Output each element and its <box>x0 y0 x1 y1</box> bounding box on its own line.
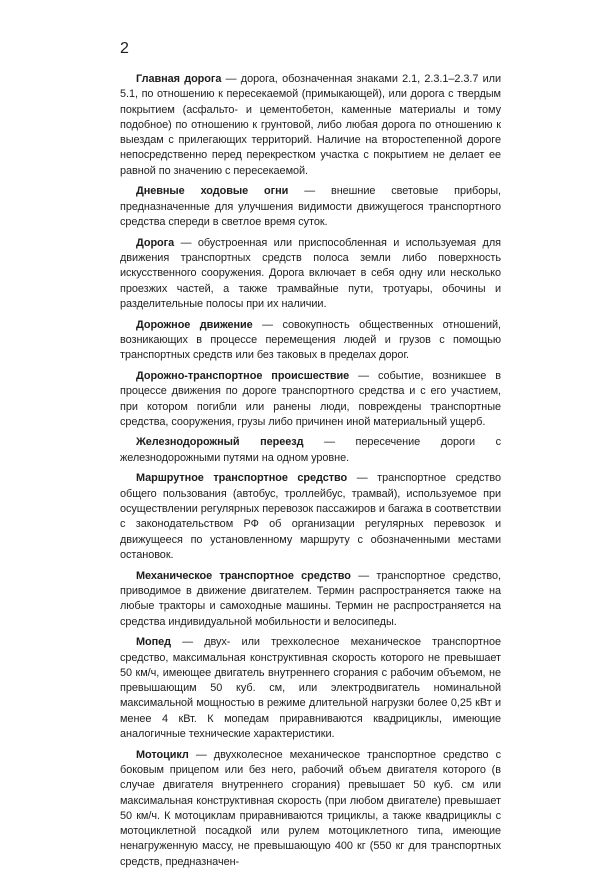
definition-text: — транспортное средство, приводимое в движение двигателем. Термин распространяется также на любые тракторы и самоходные машины. Термин не распространяется на средства индивидуальной мобильности и велосипеды. <box>120 569 502 628</box>
page-number: 2 <box>120 40 129 57</box>
definition-term: Дневные ходовые огни <box>136 185 289 198</box>
definition-text: — внешние световые приборы, предназначенные для улучшения видимости движущегося транспортного средства спереди в светлое время суток. <box>120 185 502 229</box>
definition-text: — событие, возникшее в процессе движения по дороге транспортного средства и с его участием, при котором погибли или ранены люди, повреждены транспортные средства, сооружения, грузы либо причинен иной материальный ущерб. <box>120 369 501 428</box>
definition-entry <box>120 569 501 630</box>
definition-entry <box>120 72 501 179</box>
definition-term: Дорожно-транспортное происшествие <box>136 369 350 382</box>
definition-term: Механическое транспортное средство <box>136 569 351 582</box>
definitions-list <box>120 72 501 875</box>
definition-entry <box>120 318 501 364</box>
definition-text: — обустроенная или приспособленная и используемая для движения транспортных средств полоса земли либо поверхность искусственного сооружения. Дорога включает в себя одну или несколько проезжих частей, а также трамвайные пути, тротуары, обочины и разделительные полосы при их наличии. <box>120 236 501 310</box>
definition-term: Главная дорога <box>136 73 222 85</box>
definition-entry <box>120 471 501 563</box>
definition-text: — дорога, обозначенная знаками 2.1, 2.3.1–2.3.7 или 5.1, по отношению к пересекаемой (примыкающей), или дорога с твердым покрытием (асфальто- и цементобетон, каменные материалы и тому подобное) по отношению к грунтовой, либо любая дорога по отношению к выездам с прилегающих территорий. Наличие на второстепенной дороге непосредственно перед перекрестком участка с покрытием не делает ее равной по значению с пересекаемой. <box>120 73 501 177</box>
definition-entry <box>120 184 501 230</box>
definition-entry <box>120 369 501 430</box>
definition-entry <box>120 435 501 466</box>
definition-term: Дорожное движение <box>136 318 253 331</box>
definition-text: — двух- или трехколесное механическое транспортное средство, максимальная конструктивная скорость которого не превышает 50 км/ч, имеющее двигатель внутреннего сгорания с рабочим объемом, не превышающим 50 куб. см, или электродвигатель номинальной максимальной мощностью в режиме длительной нагрузки более 0,25 кВт и менее 4 кВт. К мопедам приравниваются квадрициклы, имеющие аналогичные технические характеристики. <box>120 636 501 740</box>
definition-term: Железнодорожный переезд <box>136 436 304 449</box>
definition-term: Дорога <box>136 236 175 249</box>
definition-entry <box>120 236 501 312</box>
definition-term: Маршрутное транспортное средство <box>136 472 348 485</box>
definition-term: Мопед <box>136 636 172 649</box>
definition-text: — совокупность общественных отношений, возникающих в процессе перемещения людей и грузов с помощью транспортных средств или без таковых в пределах дорог. <box>120 318 501 362</box>
definition-text: — транспортное средство общего пользования (автобус, троллейбус, трамвай), используемое при осуществлении регулярных перевозок пассажиров и багажа в соответствии с законодательством РФ об организации регулярных перевозок и движущееся по установленному маршруту с обозначенными местами остановок. <box>120 472 501 561</box>
definition-entry <box>120 635 501 742</box>
definition-text: — пересечение дороги с железнодорожными путями на одном уровне. <box>120 436 502 464</box>
definition-text: — двухколесное механическое транспортное средство с боковым прицепом или без него, рабочий объем двигателя которого (в случае двигателя внутреннего сгорания) превышает 50 куб. см или максимальная конструктивная скорость (при любом двигателе) превышает 50 км/ч. К мотоциклам приравниваются трициклы, а также квадрициклы с мотоциклетной посадкой или рулем мотоциклетного типа, имеющие ненагруженную массу, не превышающую 400 кг (550 кг для транспортных средств, предназначен- <box>120 748 501 868</box>
definition-term: Мотоцикл <box>136 748 189 761</box>
definition-entry <box>120 748 501 870</box>
